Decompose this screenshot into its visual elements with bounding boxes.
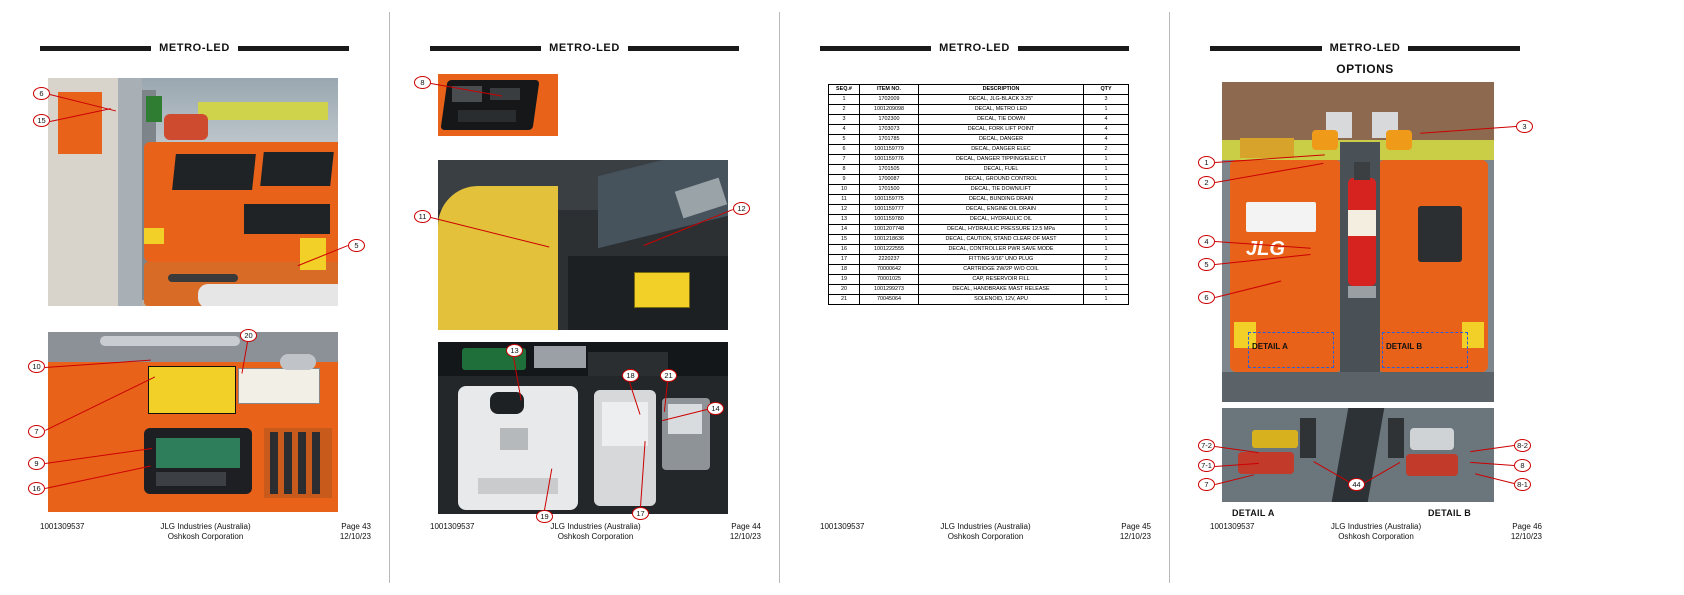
footer-company: JLG Industries (Australia) [550,522,641,531]
table-row [829,95,1129,105]
callout-17: 17 [632,507,649,520]
cell-item-no: 1001159777 [860,205,919,215]
page-45 [780,12,1170,583]
table-row [829,295,1129,305]
table-row [829,105,1129,115]
table-row [829,145,1129,155]
photo-tail-lamp [438,74,558,136]
footer-page-number: Page 44 [731,522,761,531]
cell-item-no: 1701785 [860,135,919,145]
cell-qty: 1 [1084,275,1129,285]
callout-11: 11 [414,210,431,223]
header-rule-left [430,46,541,51]
cell-description: DECAL, JLG-BLACK 3.25" [919,95,1084,105]
header-rule-left [1210,46,1322,51]
callout-8: 8 [414,76,431,89]
cell-description: DECAL, DANGER ELEC [919,145,1084,155]
table-row [829,255,1129,265]
callout-9: 9 [28,457,45,470]
cell-qty: 1 [1084,185,1129,195]
callout-8-1: 8-1 [1514,478,1531,491]
cell-qty: 3 [1084,95,1129,105]
cell-qty: 4 [1084,135,1129,145]
cell-description: DECAL, METRO LED [919,105,1084,115]
callout-13: 13 [506,344,523,357]
footer-date: 12/10/23 [1510,532,1542,541]
table-row [829,235,1129,245]
page-footer [430,522,761,541]
cell-description: DECAL, HYDRAULIC PRESSURE 12.5 MPa [919,225,1084,235]
footer-company-sub: Oshkosh Corporation [167,532,244,541]
cell-seq: 19 [829,275,860,285]
cell-seq: 15 [829,235,860,245]
cell-seq: 3 [829,115,860,125]
table-row [829,155,1129,165]
cell-seq: 13 [829,215,860,225]
cell-qty: 1 [1084,265,1129,275]
cell-description: DECAL, TIE DOWN/LIFT [919,185,1084,195]
cell-seq: 6 [829,145,860,155]
detail-b-inline-label: DETAIL B [1386,342,1423,351]
cell-seq: 11 [829,195,860,205]
callout-44: 44 [1348,478,1365,491]
cell-qty: 2 [1084,255,1129,265]
page-footer [1210,522,1542,541]
photo-engine-oil-drain [438,160,728,330]
header-rule-left [820,46,931,51]
footer-company: JLG Industries (Australia) [1330,522,1422,531]
cell-description: DECAL, DANGER [919,135,1084,145]
cell-item-no: 70045064 [860,295,919,305]
callout-16: 16 [28,482,45,495]
callout-1: 1 [1198,156,1215,169]
page-44 [390,12,780,583]
cell-item-no: 1001159776 [860,155,919,165]
table-row [829,285,1129,295]
table-row [829,165,1129,175]
cell-item-no: 1701505 [860,165,919,175]
detail-a-inline-label: DETAIL A [1252,342,1288,351]
cell-seq: 17 [829,255,860,265]
footer-doc-number: 1001309537 [430,522,475,531]
callout-19: 19 [536,510,553,523]
callout-8: 8 [1514,459,1531,472]
cell-item-no: 1001159780 [860,215,919,225]
callout-14: 14 [707,402,724,415]
cell-description: DECAL, HYDRAULIC OIL [919,215,1084,225]
footer-company-sub: Oshkosh Corporation [1338,532,1414,541]
cell-seq: 12 [829,205,860,215]
page-title: METRO-LED [1329,42,1401,54]
footer-doc-number: 1001309537 [1210,522,1255,531]
footer-page-number: Page 46 [1512,522,1542,531]
cell-description: DECAL, FUEL [919,165,1084,175]
callout-5: 5 [348,239,365,252]
table-row [829,135,1129,145]
cell-seq: 7 [829,155,860,165]
cell-description: DECAL, GROUND CONTROL [919,175,1084,185]
photo-control-panel [48,332,338,512]
footer-doc-number: 1001309537 [820,522,865,531]
callout-20: 20 [240,329,257,342]
cell-qty: 1 [1084,295,1129,305]
callout-12: 12 [733,202,750,215]
cell-qty: 1 [1084,165,1129,175]
page-title: METRO-LED [939,42,1010,54]
cell-item-no: 1702009 [860,95,919,105]
header-rule-right [1408,46,1520,51]
callout-7-2: 7-2 [1198,439,1215,452]
cell-qty: 1 [1084,245,1129,255]
cell-item-no: 1001159779 [860,145,919,155]
cell-description: DECAL, BUNDING DRAIN [919,195,1084,205]
footer-date: 12/10/23 [729,532,761,541]
cell-seq: 5 [829,135,860,145]
cell-item-no: 1701500 [860,185,919,195]
cell-description: SOLENOID, 12V, APU [919,295,1084,305]
detail-b-caption: DETAIL B [1428,508,1472,518]
cell-description: FITTING 9/16" UNO PLUG [919,255,1084,265]
cell-description: DECAL, ENGINE OIL DRAIN [919,205,1084,215]
footer-page-number: Page 45 [1121,522,1151,531]
page-title: METRO-LED [549,42,620,54]
cell-item-no: 1702300 [860,115,919,125]
cell-item-no: 1001209098 [860,105,919,115]
cell-seq: 10 [829,185,860,195]
cell-qty: 1 [1084,105,1129,115]
footer-doc-number: 1001309537 [40,522,85,531]
cell-qty: 1 [1084,215,1129,225]
table-row [829,185,1129,195]
footer-date: 12/10/23 [1119,532,1151,541]
page-header [430,42,739,54]
brand-logo: JLG [1246,238,1285,260]
callout-4: 4 [1198,235,1215,248]
cell-seq: 14 [829,225,860,235]
cell-item-no: 70000642 [860,265,919,275]
table-row [829,175,1129,185]
table-row [829,195,1129,205]
cell-item-no: 1001299273 [860,285,919,295]
cell-description: CAP, RESERVOIR FILL [919,275,1084,285]
cell-item-no: 2220237 [860,255,919,265]
footer-page-number: Page 43 [341,522,371,531]
cell-qty: 2 [1084,145,1129,155]
cell-qty: 1 [1084,225,1129,235]
callout-18: 18 [622,369,639,382]
callout-5: 5 [1198,258,1215,271]
cell-item-no: 1001218636 [860,235,919,245]
callout-7: 7 [1198,478,1215,491]
cell-description: DECAL, HANDBRAKE MAST RELEASE [919,285,1084,295]
callout-6: 6 [1198,291,1215,304]
cell-seq: 18 [829,265,860,275]
cell-seq: 9 [829,175,860,185]
callout-7: 7 [28,425,45,438]
page-footer [820,522,1151,541]
footer-company-sub: Oshkosh Corporation [947,532,1024,541]
table-row [829,205,1129,215]
cell-description: DECAL, CAUTION, STAND CLEAR OF MAST [919,235,1084,245]
cell-item-no: 1001207748 [860,225,919,235]
page-subtitle: OPTIONS [1336,62,1394,76]
page-header [820,42,1129,54]
table-row [829,275,1129,285]
cell-qty: 1 [1084,175,1129,185]
col-description: DESCRIPTION [919,85,1084,95]
cell-qty: 2 [1084,195,1129,205]
parts-table [828,84,1129,305]
callout-8-2: 8-2 [1514,439,1531,452]
header-rule-right [238,46,349,51]
callout-21: 21 [660,369,677,382]
parts-table-wrapper [828,84,1129,305]
table-row [829,215,1129,225]
cell-qty: 4 [1084,115,1129,125]
table-row [829,115,1129,125]
table-row [829,265,1129,275]
callout-3: 3 [1516,120,1533,133]
cell-qty: 1 [1084,235,1129,245]
header-rule-right [1018,46,1129,51]
cell-qty: 4 [1084,125,1129,135]
table-body [829,95,1129,305]
col-qty: QTY [1084,85,1129,95]
cell-seq: 1 [829,95,860,105]
footer-company: JLG Industries (Australia) [160,522,251,531]
page-footer [40,522,371,541]
cell-description: DECAL, DANGER TIPPING/ELEC LT [919,155,1084,165]
table-header-row [829,85,1129,95]
cell-item-no: 1001222555 [860,245,919,255]
cell-description: CARTRIDGE 2W/2P W/O COIL [919,265,1084,275]
table-row [829,245,1129,255]
callout-15: 15 [33,114,50,127]
col-seq: SEQ.# [829,85,860,95]
header-rule-left [40,46,151,51]
detail-a-caption: DETAIL A [1232,508,1275,518]
page-43 [0,12,390,583]
cell-seq: 8 [829,165,860,175]
page-title: METRO-LED [159,42,230,54]
cell-qty: 1 [1084,205,1129,215]
callout-7-1: 7-1 [1198,459,1215,472]
footer-date: 12/10/23 [339,532,371,541]
footer-company-sub: Oshkosh Corporation [557,532,634,541]
cell-qty: 1 [1084,155,1129,165]
cell-qty: 1 [1084,285,1129,295]
cell-description: DECAL, CONTROLLER PWR SAVE MODE [919,245,1084,255]
callout-10: 10 [28,360,45,373]
page-header [1210,42,1520,54]
col-item-no: ITEM NO. [860,85,919,95]
cell-description: DECAL, TIE DOWN [919,115,1084,125]
footer-company: JLG Industries (Australia) [940,522,1031,531]
cell-seq: 20 [829,285,860,295]
cell-description: DECAL, FORK LIFT POINT [919,125,1084,135]
table-row [829,225,1129,235]
header-rule-right [628,46,739,51]
cell-seq: 21 [829,295,860,305]
cell-item-no: 1001159775 [860,195,919,205]
callout-6: 6 [33,87,50,100]
cell-item-no: 70001025 [860,275,919,285]
cell-item-no: 1700087 [860,175,919,185]
cell-seq: 4 [829,125,860,135]
page-header [40,42,349,54]
page-46 [1170,12,1560,583]
cell-item-no: 1703073 [860,125,919,135]
cell-seq: 16 [829,245,860,255]
cell-seq: 2 [829,105,860,115]
table-row [829,125,1129,135]
callout-2: 2 [1198,176,1215,189]
photo-hydraulic-pump [438,342,728,514]
